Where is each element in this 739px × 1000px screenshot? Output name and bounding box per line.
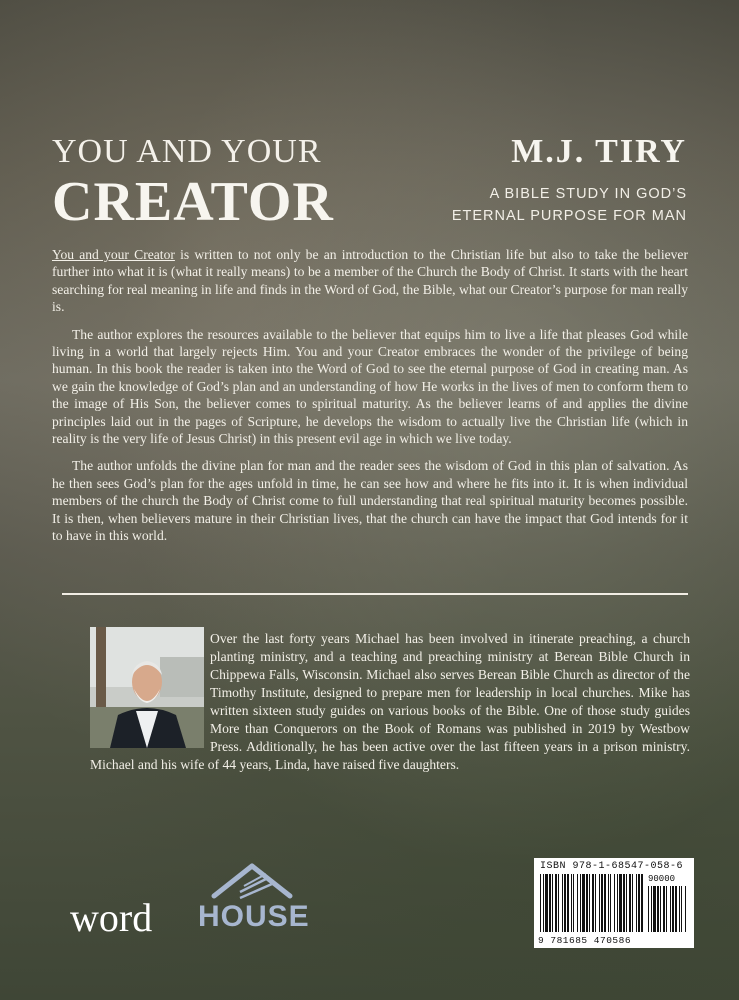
- subtitle-line1: A BIBLE STUDY IN GOD’S: [489, 186, 687, 202]
- barcode-bar: [651, 886, 652, 932]
- barcode-bar: [589, 874, 590, 932]
- price-code: 90000: [648, 874, 676, 884]
- barcode-bar: [679, 886, 680, 932]
- house-roof-logo-icon: [210, 862, 294, 902]
- publisher-logo-house: HOUSE: [198, 900, 310, 933]
- description-paragraph-2: The author explores the resources available to the believer that equips him to live a life that pleases God while living in a world that largely rejects Him. You and your Creator embraces the wonder of the privilege of being human. In this book the reader is taken into the Word of God to see the eternal purpose of God in creating man. As we gain the knowledge of God’s plan and an understanding of how He works in the lives of men to conform them to the image of His Son, the believer comes to spiritual maturity. As the believer learns of and applies the divine principles laid out in the pages of Scripture, he develops the wisdom to actually live the Christian life (which in reality is the very life of Jesus Christ) in this present evil age in which we live today.: [52, 326, 688, 447]
- book-title-line1: YOU AND YOUR: [52, 133, 322, 170]
- description-p1-text: is written to not only be an introduction to the Christian life but also to take the believer further into what it is (what it really means) to be a member of the Church the Body of Christ. It starts with the heart searching for real meaning in life and finds in the Word of God, the Bible, what our Creator’s purpose for man really is.: [52, 247, 688, 315]
- barcode-bar: [567, 874, 569, 932]
- barcode-bar: [543, 874, 544, 932]
- isbn-barcode: [534, 858, 694, 948]
- barcode-bar: [564, 874, 566, 932]
- barcode-bar: [586, 874, 588, 932]
- publisher-logo: [70, 862, 310, 942]
- barcode-bar: [545, 874, 548, 932]
- barcode-bar: [552, 874, 553, 932]
- barcode-bar: [573, 874, 574, 932]
- barcode-bar: [660, 886, 661, 932]
- description-paragraph-3: The author unfolds the divine plan for man and the reader sees the wisdom of God in this plan of salvation. As he then sees God’s plan for the ages unfold in time, he can see how and where he fits into it. It is when individual members of the church the Body of Christ come to full understanding that real spiritual maturity becomes possible. It is then, when believers mature in their Christian lives, that the church can have the impact that God intends for it to have in this world.: [52, 458, 688, 544]
- barcode-bar: [636, 874, 637, 932]
- barcode-bar: [577, 874, 578, 932]
- barcode-bar: [619, 874, 622, 932]
- subtitle-line2: ETERNAL PURPOSE FOR MAN: [451, 208, 687, 224]
- barcode-bar: [601, 874, 603, 932]
- barcode-bar: [623, 874, 625, 932]
- barcode-bar: [632, 874, 633, 932]
- barcode-bar: [653, 886, 656, 932]
- section-divider: [62, 593, 688, 595]
- barcode-bar: [657, 886, 659, 932]
- barcode-bar: [540, 874, 541, 932]
- barcode-bar: [555, 874, 557, 932]
- barcode-bar: [558, 874, 559, 932]
- barcode-bar: [610, 874, 611, 932]
- barcode-bar: [608, 874, 609, 932]
- barcode-bar: [614, 874, 615, 932]
- barcode-bar: [626, 874, 627, 932]
- barcode-bar: [580, 874, 581, 932]
- author-bio: [90, 630, 690, 774]
- publisher-logo-word: word: [70, 895, 153, 940]
- book-description: [52, 246, 688, 555]
- ean-barcode-bars: [540, 874, 644, 932]
- barcode-bar: [582, 874, 585, 932]
- barcode-bar: [638, 874, 640, 932]
- barcode-bar: [592, 874, 594, 932]
- barcode-bar: [604, 874, 606, 932]
- barcode-bar: [641, 874, 643, 932]
- barcode-bar: [666, 886, 667, 932]
- isbn-label: ISBN 978-1-68547-058-6: [540, 861, 684, 872]
- barcode-bar: [663, 886, 665, 932]
- barcode-bar: [629, 874, 631, 932]
- book-subtitle: [452, 183, 687, 227]
- barcode-bar: [670, 886, 671, 932]
- author-bio-text: Over the last forty years Michael has been involved in itinerate preaching, a church planting ministry, and a teaching and preaching ministry at Berean Bible Church in Chippewa Falls, Wisconsin. Michael also serves Berean Bible Church as director of the Timothy Institute, designed to prepare men for leadership in local churches. Mike has written sixteen study guides on various books of the Bible. One of those study guides More than Conquerors on the Book of Romans was published in 2019 by Westbow Press. Additionally, he has been active over the last fifteen years in a prison ministry. Michael and his wife of 44 years, Linda, have raised five daughters.: [90, 631, 690, 772]
- barcode-bar: [595, 874, 596, 932]
- author-name: M.J. TIRY: [511, 133, 687, 170]
- barcode-bar: [685, 886, 686, 932]
- book-title-line2: CREATOR: [52, 171, 334, 233]
- ean-number: 9 781685 470586: [538, 935, 632, 946]
- barcode-bar: [675, 886, 677, 932]
- barcode-bar: [672, 886, 674, 932]
- barcode-bar: [562, 874, 563, 932]
- barcode-bar: [681, 886, 682, 932]
- description-paragraph-1: [52, 246, 688, 316]
- barcode-bar: [648, 886, 649, 932]
- price-barcode-bars: [648, 886, 688, 932]
- barcode-bar: [599, 874, 600, 932]
- barcode-bar: [617, 874, 618, 932]
- barcode-bar: [549, 874, 551, 932]
- bio-photo-spacer: [90, 630, 210, 756]
- barcode-bar: [571, 874, 572, 932]
- description-title-reference: You and your Creator: [52, 247, 175, 262]
